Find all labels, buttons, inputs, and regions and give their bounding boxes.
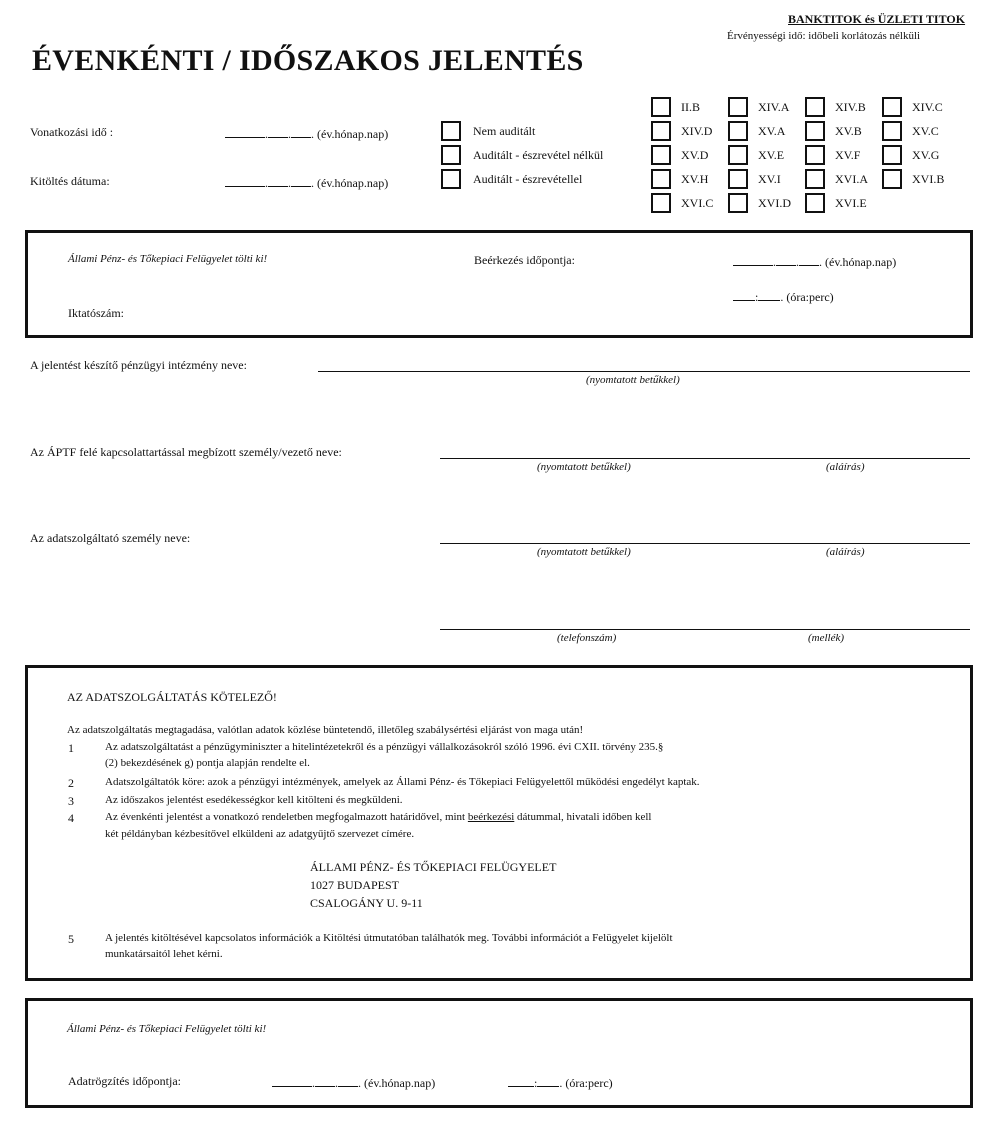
item-number: 5 xyxy=(68,932,74,946)
section-label: XVI.C xyxy=(681,196,714,210)
reference-date-field[interactable]: . . . (év.hónap.nap) xyxy=(225,125,388,142)
data-entry-date-field[interactable]: . . . (év.hónap.nap) xyxy=(272,1074,435,1091)
address-street: CSALOGÁNY U. 9-11 xyxy=(310,896,423,910)
section-checkbox[interactable] xyxy=(805,121,825,141)
section-checkbox[interactable] xyxy=(728,193,748,213)
audit-checkbox-not-audited[interactable] xyxy=(441,121,461,141)
provider-name-label: Az adatszolgáltató személy neve: xyxy=(30,531,191,545)
section-label: XV.A xyxy=(758,124,786,138)
fill-date-label: Kitöltés dátuma: xyxy=(30,174,110,188)
arrival-time-label: Beérkezés időpontja: xyxy=(474,253,575,267)
data-entry-time-label: Adatrögzítés időpontja: xyxy=(68,1074,181,1088)
section-checkbox[interactable] xyxy=(882,145,902,165)
data-entry-date-format: (év.hónap.nap) xyxy=(364,1076,436,1090)
section-label: XVI.A xyxy=(835,172,868,186)
provider-phone-hint: (telefonszám) xyxy=(557,632,617,644)
item-text: két példányban kézbesítővel elküldeni az adatgyűjtő szervezet címére. xyxy=(105,828,415,840)
section-label: XIV.C xyxy=(912,100,943,114)
section-label: II.B xyxy=(681,100,700,114)
section-label: XV.E xyxy=(758,148,785,162)
section-label: XIV.D xyxy=(681,124,713,138)
validity-note: Érvényességi idő: időbeli korlátozás nélküli xyxy=(727,30,921,42)
audit-label-with-remarks: Auditált - észrevétellel xyxy=(473,172,583,186)
section-label: XIV.B xyxy=(835,100,866,114)
address-city: 1027 BUDAPEST xyxy=(310,878,400,892)
contact-name-hint: (nyomtatott betűkkel) xyxy=(537,461,631,473)
office-use-box-bottom xyxy=(25,998,973,1108)
section-checkbox[interactable] xyxy=(805,145,825,165)
item-text: (2) bekezdésének g) pontja alapján rendelte el. xyxy=(105,757,310,769)
section-label: XVI.E xyxy=(835,196,867,210)
item-text: A jelentés kitöltésével kapcsolatos információk a Kitöltési útmutatóban találhatók meg. További információt a Felügyelet kijelölt xyxy=(105,932,673,944)
contact-person-line[interactable] xyxy=(440,458,970,459)
arrival-date-field[interactable]: . . . (év.hónap.nap) xyxy=(733,253,896,270)
institution-name-hint: (nyomtatott betűkkel) xyxy=(586,374,680,386)
data-entry-time-format: (óra:perc) xyxy=(565,1076,613,1090)
section-label: XV.B xyxy=(835,124,862,138)
section-checkbox[interactable] xyxy=(805,169,825,189)
section-label: XV.C xyxy=(912,124,939,138)
office-use-box xyxy=(25,230,973,338)
section-checkbox[interactable] xyxy=(651,97,671,117)
contact-signature-hint: (aláírás) xyxy=(826,461,865,473)
reference-date-format: (év.hónap.nap) xyxy=(317,127,389,141)
item-text: Adatszolgáltatók köre: azok a pénzügyi intézmények, amelyek az Állami Pénz- és Tőkepiaci Felügyelettől működési engedélyt kaptak. xyxy=(105,776,700,788)
item-text: Az időszakos jelentést esedékességkor kell kitölteni és megküldeni. xyxy=(105,794,403,806)
arrival-time-field[interactable]: : . (óra:perc) xyxy=(733,288,834,305)
reference-date-label: Vonatkozási idő : xyxy=(30,125,114,139)
audit-label-no-remarks: Auditált - észrevétel nélkül xyxy=(473,148,604,162)
fill-date-format: (év.hónap.nap) xyxy=(317,176,389,190)
section-label: XV.G xyxy=(912,148,940,162)
section-checkbox[interactable] xyxy=(728,121,748,141)
section-checkbox[interactable] xyxy=(651,121,671,141)
provider-name-line[interactable] xyxy=(440,543,970,544)
section-checkbox[interactable] xyxy=(651,145,671,165)
section-checkbox[interactable] xyxy=(728,97,748,117)
obligation-intro: Az adatszolgáltatás megtagadása, valótlan adatok közlése büntetendő, illetőleg szabálysértési eljárást von maga után! xyxy=(67,724,584,736)
item-text: munkatársaitól lehet kérni. xyxy=(105,948,223,960)
section-checkbox[interactable] xyxy=(882,97,902,117)
audit-checkbox-no-remarks[interactable] xyxy=(441,145,461,165)
registry-number-label: Iktatószám: xyxy=(68,306,124,320)
fill-date-field[interactable]: . . . (év.hónap.nap) xyxy=(225,174,388,191)
provider-phone-line[interactable] xyxy=(440,629,970,630)
section-label: XVI.D xyxy=(758,196,791,210)
arrival-time-format: (óra:perc) xyxy=(786,290,834,304)
section-label: XVI.B xyxy=(912,172,945,186)
page-title: ÉVENKÉNTI / IDŐSZAKOS JELENTÉS xyxy=(32,44,584,77)
section-label: XV.I xyxy=(758,172,781,186)
data-entry-time-field[interactable]: : . (óra:perc) xyxy=(508,1074,613,1091)
obligation-heading: AZ ADATSZOLGÁLTATÁS KÖTELEZŐ! xyxy=(67,690,277,704)
provider-name-hint: (nyomtatott betűkkel) xyxy=(537,546,631,558)
item-number: 3 xyxy=(68,794,74,808)
section-label: XIV.A xyxy=(758,100,790,114)
section-label: XV.F xyxy=(835,148,861,162)
provider-extension-hint: (mellék) xyxy=(808,632,845,644)
obligation-notice-box xyxy=(25,665,973,981)
item-number: 1 xyxy=(68,741,74,755)
office-use-note-bottom: Állami Pénz- és Tőkepiaci Felügyelet tölti ki! xyxy=(67,1023,267,1035)
audit-label-not-audited: Nem auditált xyxy=(473,124,536,138)
contact-person-label: Az ÁPTF felé kapcsolattartással megbízott személy/vezető neve: xyxy=(30,445,342,459)
office-use-note: Állami Pénz- és Tőkepiaci Felügyelet tölti ki! xyxy=(68,253,268,265)
section-checkbox[interactable] xyxy=(651,169,671,189)
institution-name-line[interactable] xyxy=(318,371,970,372)
section-checkbox[interactable] xyxy=(882,121,902,141)
section-checkbox[interactable] xyxy=(805,193,825,213)
institution-name-label: A jelentést készítő pénzügyi intézmény neve: xyxy=(30,358,247,372)
section-checkbox[interactable] xyxy=(728,145,748,165)
audit-checkbox-with-remarks[interactable] xyxy=(441,169,461,189)
provider-signature-hint: (aláírás) xyxy=(826,546,865,558)
section-checkbox[interactable] xyxy=(728,169,748,189)
section-checkbox[interactable] xyxy=(805,97,825,117)
section-checkbox[interactable] xyxy=(651,193,671,213)
item-text: Az évenkénti jelentést a vonatkozó rendeletben megfogalmazott határidővel, mint beérkezési dátummal, hivatali időben kell xyxy=(105,811,652,823)
section-checkbox[interactable] xyxy=(882,169,902,189)
secrecy-label: BANKTITOK és ÜZLETI TITOK xyxy=(788,12,966,26)
arrival-date-format: (év.hónap.nap) xyxy=(825,255,897,269)
address-name: ÁLLAMI PÉNZ- ÉS TŐKEPIACI FELÜGYELET xyxy=(310,860,557,874)
item-number: 4 xyxy=(68,811,74,825)
item-number: 2 xyxy=(68,776,74,790)
item-text: Az adatszolgáltatást a pénzügyminiszter a hitelintézetekről és a pénzügyi vállalkozásokról szóló 1996. évi CXII. törvény 235.§ xyxy=(105,741,664,753)
section-label: XV.H xyxy=(681,172,709,186)
section-label: XV.D xyxy=(681,148,709,162)
